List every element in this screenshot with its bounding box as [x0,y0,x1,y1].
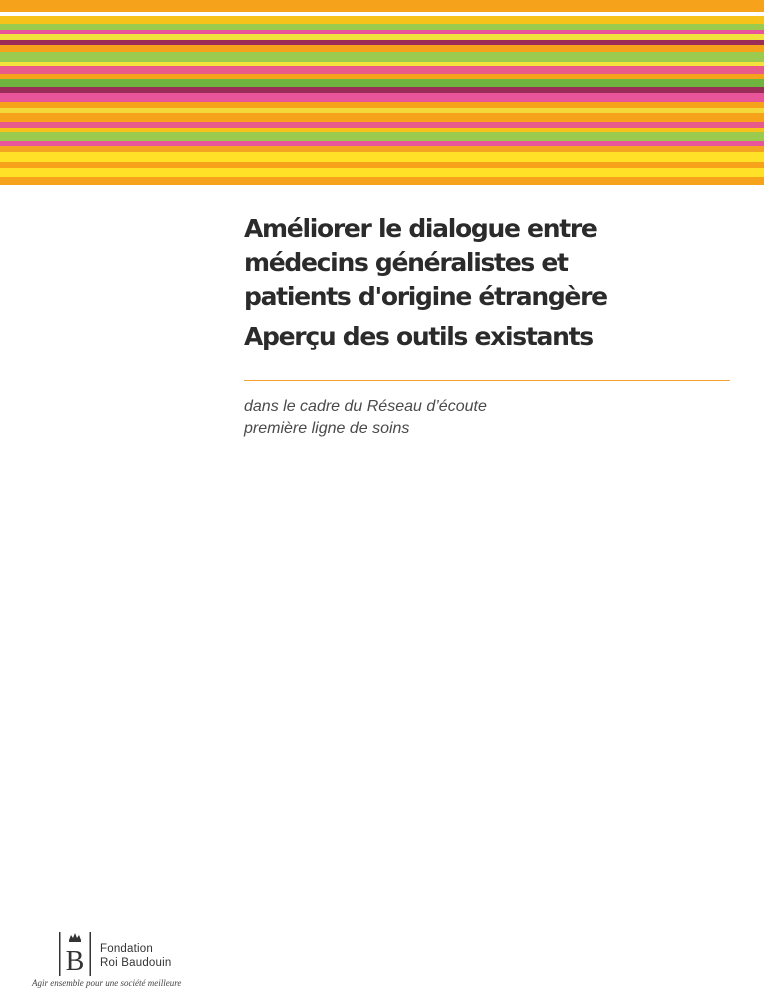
foundation-logo [32,922,258,992]
stripe [0,66,764,74]
title-line: patients d'origine étrangère [244,282,607,311]
divider-rule [244,380,730,381]
stripe [0,16,764,24]
stripe [0,0,764,12]
subtitle-line: dans le cadre du Réseau d’écoute [244,398,487,415]
stripe [0,168,764,177]
foundation-name-line: Fondation [100,943,153,955]
decorative-stripes [0,0,764,190]
stripe [0,177,764,185]
stripe [0,132,764,141]
subtitle [244,396,724,440]
title-line: Améliorer le dialogue entre [244,214,597,243]
stripe [0,45,764,52]
svg-text:B: B [65,946,85,977]
stripe [0,52,764,62]
stripe [0,113,764,122]
title-line: Aperçu des outils existants [244,322,593,351]
document-title [244,212,744,354]
stripe [0,79,764,87]
foundation-name-line: Roi Baudouin [100,957,172,969]
title-line: médecins généralistes et [244,248,568,277]
stripe [0,152,764,162]
stripe [0,93,764,102]
subtitle-line: première ligne de soins [244,420,410,437]
foundation-name [100,942,171,970]
crowned-b-icon [58,930,92,978]
foundation-tagline: Agir ensemble pour une société meilleure [32,978,182,988]
